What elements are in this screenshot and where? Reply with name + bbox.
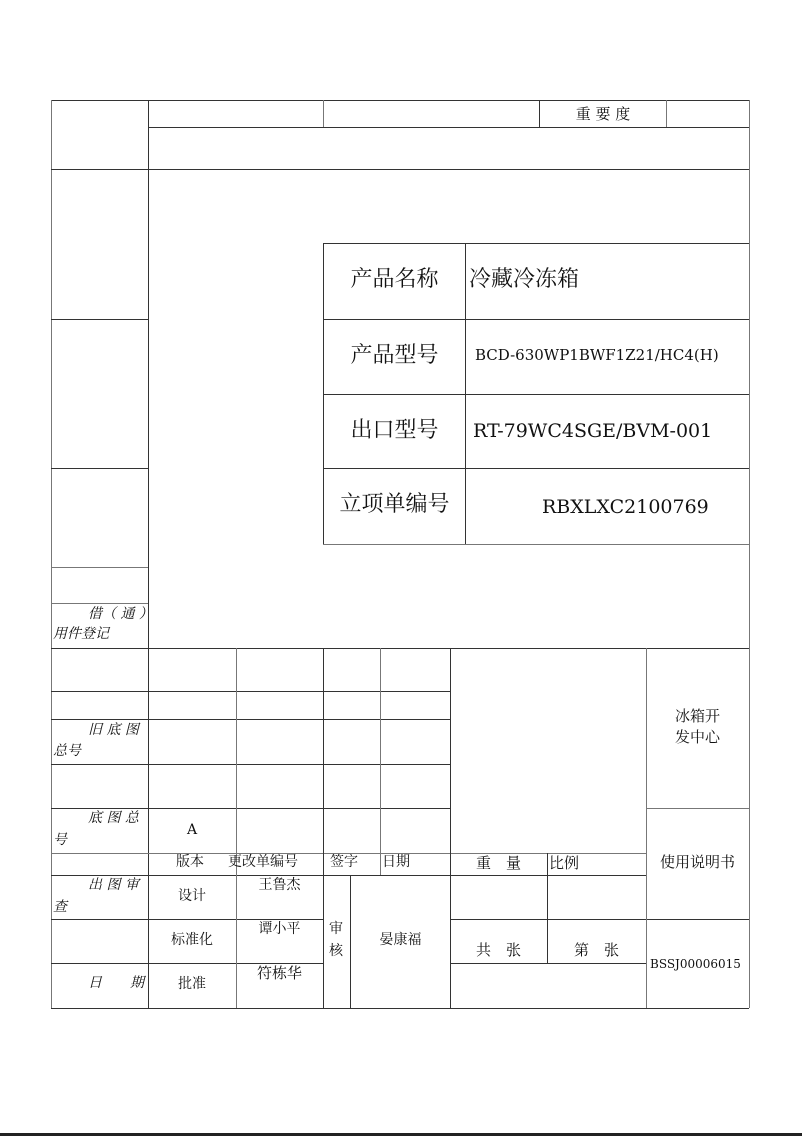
department-line-2: 发中心	[674, 728, 720, 746]
drawing-review-label-2: 查	[53, 899, 67, 915]
grid-line-764	[51, 764, 450, 765]
header-row-line-2	[51, 169, 749, 170]
role-approval: 批准	[178, 976, 206, 992]
product-line-top	[323, 243, 749, 244]
product-line-bottom	[323, 544, 749, 545]
header-divider-3	[666, 100, 667, 127]
grid-col-646	[646, 648, 647, 1008]
product-name-label: 产品名称	[350, 267, 439, 292]
borrow-register-label-2: 用件登记	[53, 626, 109, 642]
sheet-number: 第 张	[573, 941, 619, 959]
project-number-value: RBXLXC2100769	[542, 496, 709, 518]
product-line-3	[323, 468, 749, 469]
frame-left	[51, 100, 52, 1008]
designer-name: 王鲁杰	[258, 877, 301, 893]
grid-line-919-left	[51, 919, 323, 920]
product-line-mid	[465, 243, 466, 544]
product-line-1	[323, 319, 749, 320]
left-line-603	[51, 603, 148, 604]
header-row-line-1	[148, 127, 749, 128]
importance-label: 重 要 度	[575, 105, 631, 123]
standardizer-name: 谭小平	[258, 921, 301, 937]
frame-top	[51, 100, 749, 101]
drawing-review-label-1: 出 图 审	[88, 877, 139, 893]
weight-header: 重 量	[475, 854, 521, 872]
version-value: A	[186, 822, 198, 838]
grid-col-323	[323, 648, 324, 1008]
left-line-319	[51, 319, 148, 320]
grid-line-648	[51, 648, 749, 649]
grid-line-963-right	[450, 963, 646, 964]
department-line-1: 冰箱开	[674, 707, 720, 725]
grid-line-808	[51, 808, 450, 809]
base-number-label-1: 底 图 总	[88, 810, 139, 826]
frame-bottom	[51, 1008, 749, 1009]
date-label: 日 期	[88, 975, 144, 991]
scale-header: 比例	[549, 854, 580, 872]
export-model-value: RT-79WC4SGE/BVM-001	[473, 420, 713, 442]
product-model-label: 产品型号	[350, 343, 439, 368]
role-standardization: 标准化	[171, 932, 213, 948]
old-base-number-label-1: 旧 底 图	[88, 722, 139, 738]
grid-line-919-right	[450, 919, 749, 920]
auditor-name: 晏康福	[379, 932, 422, 948]
export-model-label: 出口型号	[350, 418, 439, 443]
document-type: 使用说明书	[659, 853, 735, 871]
left-line-567	[51, 567, 148, 568]
grid-line-875	[51, 875, 646, 876]
left-column-divider	[148, 100, 149, 1008]
grid-col-236	[236, 648, 237, 1008]
left-line-468	[51, 468, 148, 469]
grid-line-808-right	[646, 808, 749, 809]
grid-line-691	[51, 691, 450, 692]
grid-line-719	[51, 719, 450, 720]
version-header: 版本	[176, 854, 204, 870]
base-number-label-2: 号	[53, 832, 67, 848]
role-design: 设计	[178, 888, 206, 904]
product-name-value: 冷藏冷冻箱	[469, 267, 580, 292]
borrow-register-label-1: 借（ 通 ）	[88, 606, 153, 622]
approver-name: 符栋华	[256, 964, 302, 982]
header-divider-1	[323, 100, 324, 127]
project-number-label: 立项单编号	[339, 492, 450, 517]
audit-label-2: 核	[329, 943, 343, 959]
document-number: BSSJ00006015	[650, 957, 741, 971]
audit-label-1: 审	[329, 921, 343, 937]
change-number-header: 更改单编号	[228, 854, 298, 870]
product-model-value: BCD-630WP1BWF1Z21/HC4(H)	[475, 346, 719, 364]
grid-col-380	[380, 648, 381, 875]
sheets-total: 共 张	[475, 941, 521, 959]
date-header: 日期	[382, 854, 410, 870]
product-line-2	[323, 394, 749, 395]
signature-header: 签字	[330, 854, 358, 870]
old-base-number-label-2: 总号	[53, 743, 81, 759]
frame-right	[749, 100, 750, 1008]
